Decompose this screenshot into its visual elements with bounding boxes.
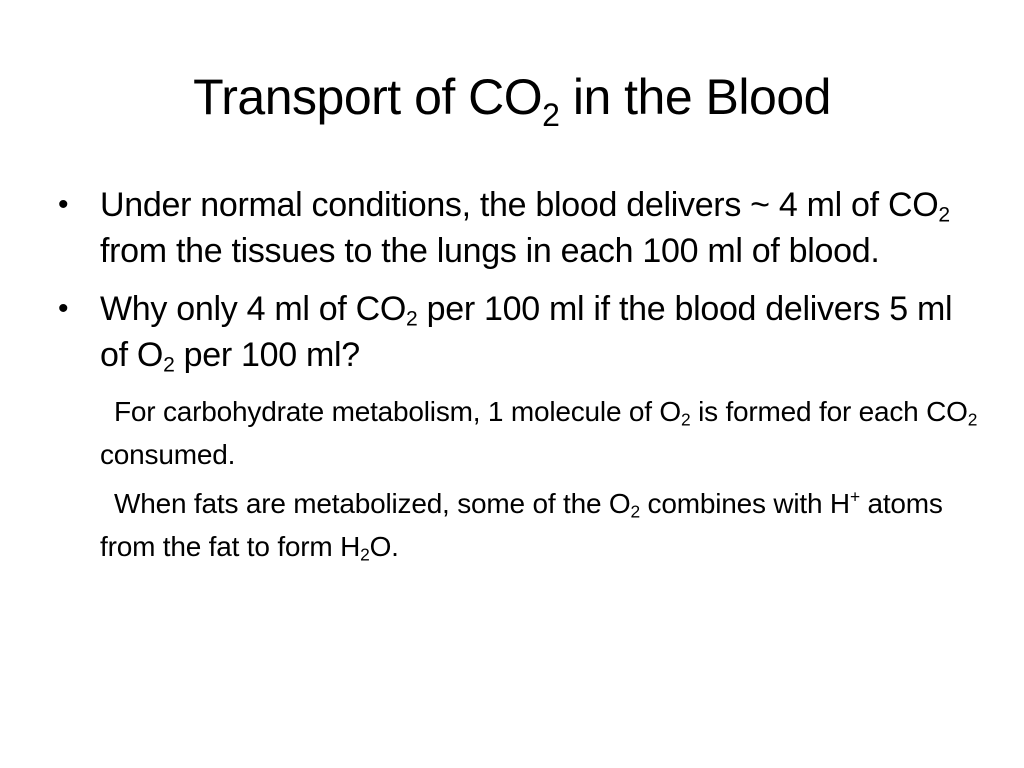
bullet-item-2 (58, 286, 978, 378)
paragraph-text: When fats are metabolized, some of the O (114, 488, 631, 519)
paragraph-text: For carbohydrate metabolism, 1 molecule of O (114, 396, 682, 427)
subscript: 2 (681, 409, 691, 430)
slide-body (58, 182, 978, 568)
bullet-icon: • (58, 188, 69, 221)
bullet-icon: • (58, 292, 69, 325)
paragraph-text: O. (369, 531, 399, 562)
explanation-paragraph-2 (58, 482, 978, 568)
explanation-paragraph-1 (58, 390, 978, 476)
subscript: 2 (360, 544, 370, 565)
paragraph-text: consumed. (100, 439, 236, 470)
bullet-text: per 100 ml? (174, 336, 360, 374)
title-subscript: 2 (542, 97, 560, 133)
bullet-item-1 (58, 182, 978, 274)
paragraph-text: atoms from the fat to form H (100, 488, 943, 562)
slide-title (0, 62, 1024, 132)
bullet-text: per 100 ml if the blood delivers 5 ml of O (100, 290, 953, 374)
superscript: + (849, 486, 860, 507)
subscript: 2 (967, 409, 978, 430)
subscript: 2 (938, 203, 950, 227)
subscript: 2 (163, 353, 175, 377)
bullet-text: Why only 4 ml of CO (100, 290, 407, 328)
paragraph-text: combines with H (639, 488, 850, 519)
bullet-text: Under normal conditions, the blood delivers ~ 4 ml of CO (100, 186, 939, 224)
subscript: 2 (630, 501, 640, 522)
bullet-text: from the tissues to the lungs in each 100 ml of blood. (100, 232, 880, 270)
paragraph-text: is formed for each CO (690, 396, 968, 427)
title-text-end: in the Blood (559, 69, 831, 125)
subscript: 2 (406, 307, 418, 331)
title-text-start: Transport of CO (193, 69, 543, 125)
